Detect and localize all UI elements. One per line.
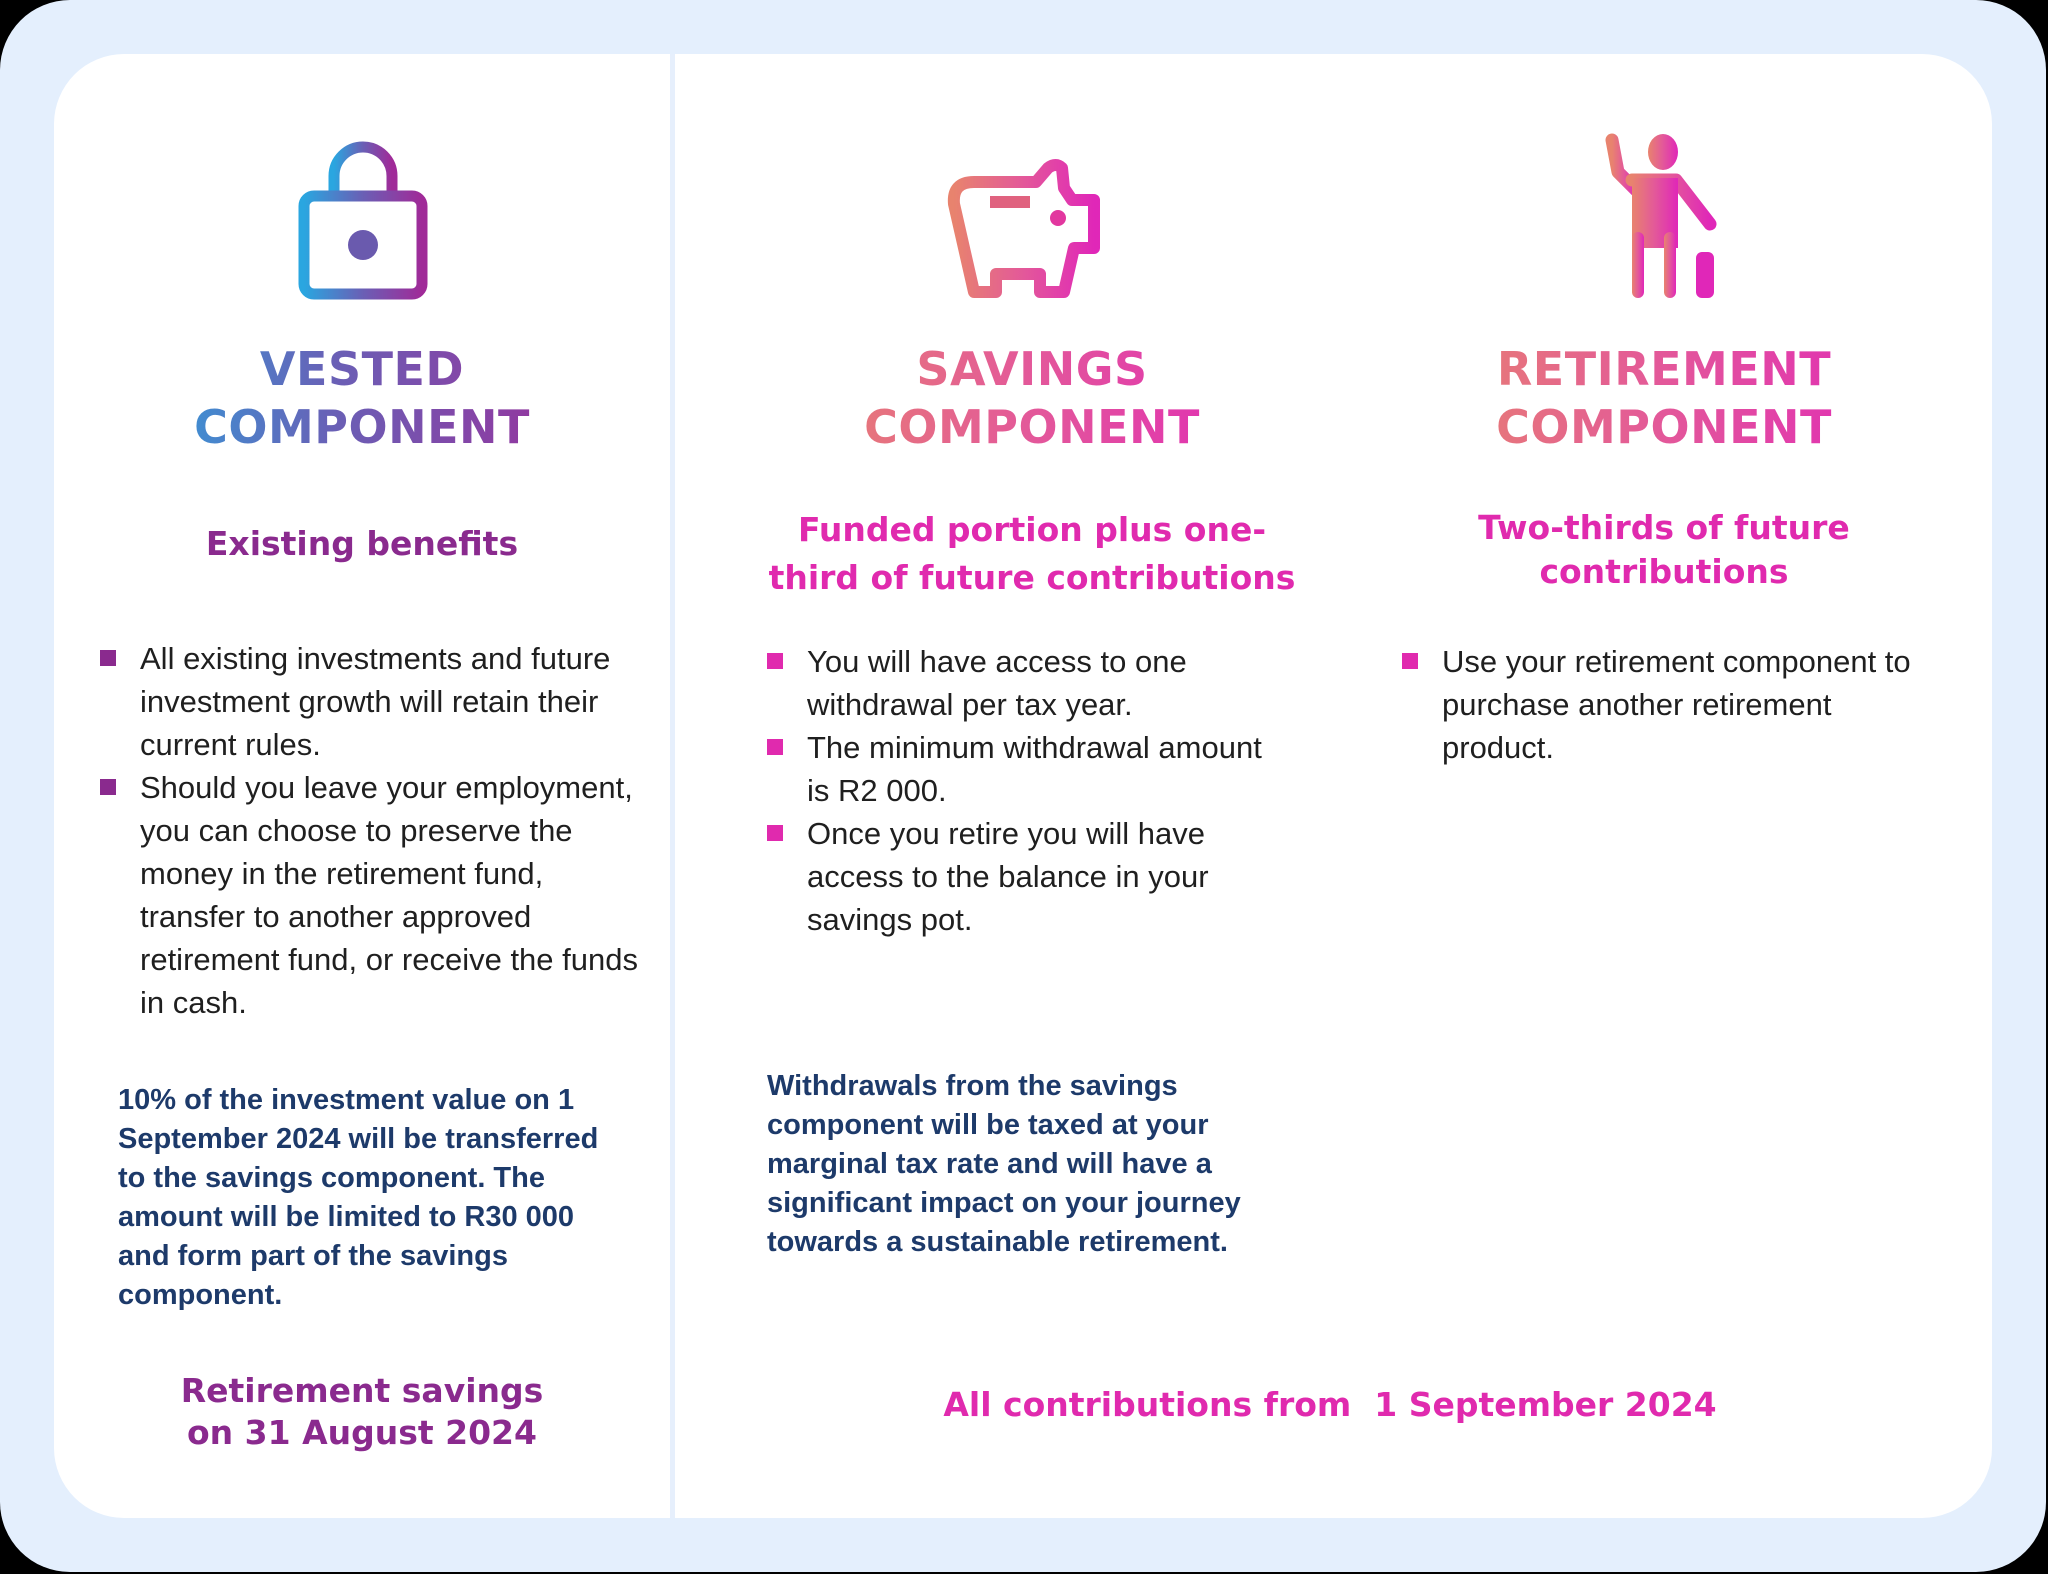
- list-item: Use your retirement component to purchase another retirement product.: [1402, 640, 1922, 769]
- retirement-bullet-list: [1402, 640, 1922, 769]
- shared-footer: All contributions from 1 September 2024: [943, 1385, 1717, 1424]
- vested-bullet-list: [100, 637, 640, 1024]
- piggy-bank-icon: [944, 152, 1106, 302]
- vested-title: VESTED COMPONENT: [110, 340, 614, 456]
- bullet-square-icon: [767, 825, 783, 841]
- savings-subtitle: Funded portion plus one- third of future contributions: [768, 510, 1296, 597]
- savings-bullet-list: [767, 640, 1267, 941]
- list-item: Once you retire you will have access to the balance in your savings pot.: [767, 812, 1267, 941]
- vested-subtitle: Existing benefits: [205, 524, 519, 563]
- savings-title: SAVINGS COMPONENT: [780, 340, 1284, 456]
- bullet-square-icon: [100, 650, 116, 666]
- list-item: Should you leave your employment, you can choose to preserve the money in the retirement fund, transfer to another approved retirement fund, or receive the funds in cash.: [100, 766, 640, 1024]
- retiree-waving-icon: [1602, 132, 1726, 302]
- bullet-square-icon: [767, 653, 783, 669]
- list-item: The minimum withdrawal amount is R2 000.: [767, 726, 1267, 812]
- bullet-square-icon: [100, 779, 116, 795]
- list-item: All existing investments and future investment growth will retain their current rules.: [100, 637, 640, 766]
- column-divider: [670, 54, 675, 1518]
- savings-tax-note: Withdrawals from the savings component will be taxed at your marginal tax rate and will have a significant impact on your journey towards a sustainable retirement.: [767, 1070, 1241, 1258]
- bullet-square-icon: [767, 739, 783, 755]
- vested-footer: Retirement savings on 31 August 2024: [180, 1371, 544, 1452]
- bullet-square-icon: [1402, 653, 1418, 669]
- vested-transfer-note: 10% of the investment value on 1 September 2024 will be transferred to the savings component. The amount will be limited to R30 000 and form part of the savings component.: [118, 1084, 599, 1311]
- list-item: You will have access to one withdrawal per tax year.: [767, 640, 1267, 726]
- lock-icon: [298, 134, 428, 302]
- retirement-subtitle: Two-thirds of future contributions: [1478, 508, 1850, 591]
- retirement-title: RETIREMENT COMPONENT: [1412, 340, 1916, 456]
